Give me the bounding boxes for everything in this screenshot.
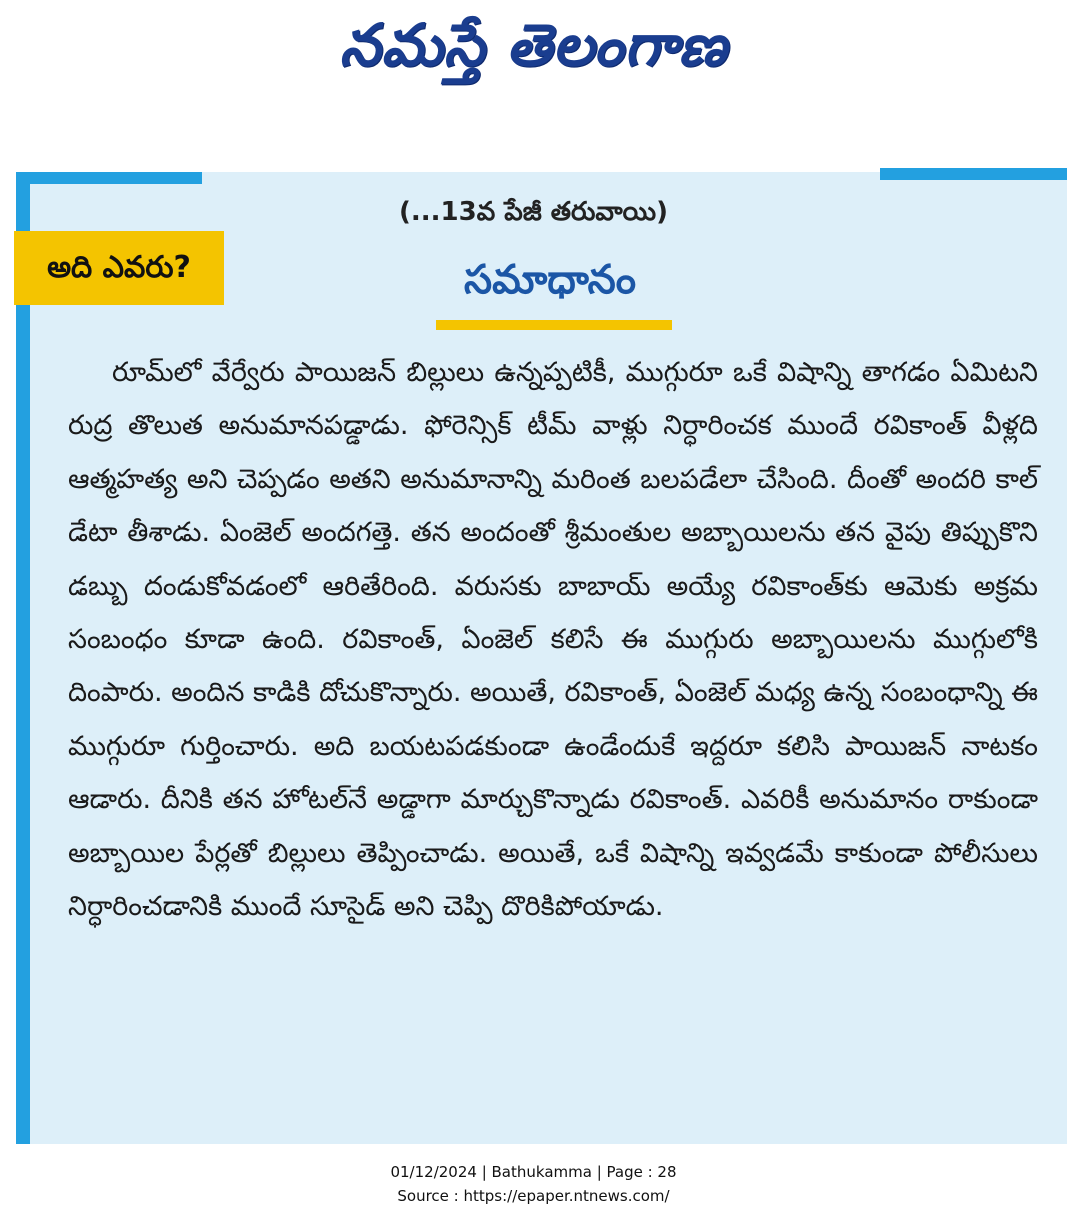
footer — [0, 1160, 1067, 1208]
article-heading: సమాధానం — [464, 257, 636, 303]
card-top-right-border — [880, 168, 1067, 180]
card-top-left-border — [16, 172, 202, 184]
article-body: రూమ్‌లో వేర్వేరు పాయిజన్ బిల్లులు ఉన్నప్పటికీ, ముగ్గురూ ఒకే విషాన్ని తాగడం ఏమిటని రుద్ర తొలుత అనుమానపడ్డాడు. ఫోరెన్సిక్ టీమ్ వాళ్లు నిర్ధారించక ముందే రవికాంత్ వీళ్లది ఆత్మహత్య అని చెప్పడం అతని అనుమానాన్ని మరింత బలపడేలా చేసింది. దీంతో అందరి కాల్ డేటా తీశాడు. ఏంజెల్ అందగత్తె. తన అందంతో శ్రీమంతుల అబ్బాయిలను తన వైపు తిప్పుకొని డబ్బు దండుకోవడంలో ఆరితేరింది. వరుసకు బాబాయ్ అయ్యే రవికాంత్‌కు ఆమెకు అక్రమ సంబంధం కూడా ఉంది. రవికాంత్, ఏంజెల్ కలిసే ఈ ముగ్గురు అబ్బాయిలను ముగ్గులోకి దింపారు. అందిన కాడికి దోచుకొన్నారు. అయితే, రవికాంత్, ఏంజెల్ మధ్య ఉన్న సంబంధాన్ని ఈ ముగ్గురూ గుర్తించారు. అది బయటపడకుండా ఉండేందుకే ఇద్దరూ కలిసి పాయిజన్ నాటకం ఆడారు. దీనికి తన హోటల్‌నే అడ్డాగా మార్చుకొన్నాడు రవికాంత్. ఎవరికీ అనుమానం రాకుండా అబ్బాయిల పేర్లతో బిల్లులు తెప్పించాడు. అయితే, ఒకే విషాన్ని ఇవ్వడమే కాకుండా పోలీసులు నిర్ధారించడానికి ముందే సూసైడ్ అని చెప్పి దొరికిపోయాడు. — [68, 357, 1038, 923]
footer-source-line: Source : https://epaper.ntnews.com/ — [397, 1187, 670, 1205]
card-left-border — [16, 172, 30, 1144]
heading-underline — [436, 320, 672, 330]
masthead — [0, 2, 1067, 92]
masthead-logo: నమస్తే తెలంగాణ — [339, 11, 728, 79]
section-tag: అది ఎవరు? — [14, 231, 224, 305]
footer-date-line: 01/12/2024 | Bathukamma | Page : 28 — [390, 1163, 677, 1181]
continued-label: (...13వ పేజీ తరువాయి) — [399, 197, 668, 227]
